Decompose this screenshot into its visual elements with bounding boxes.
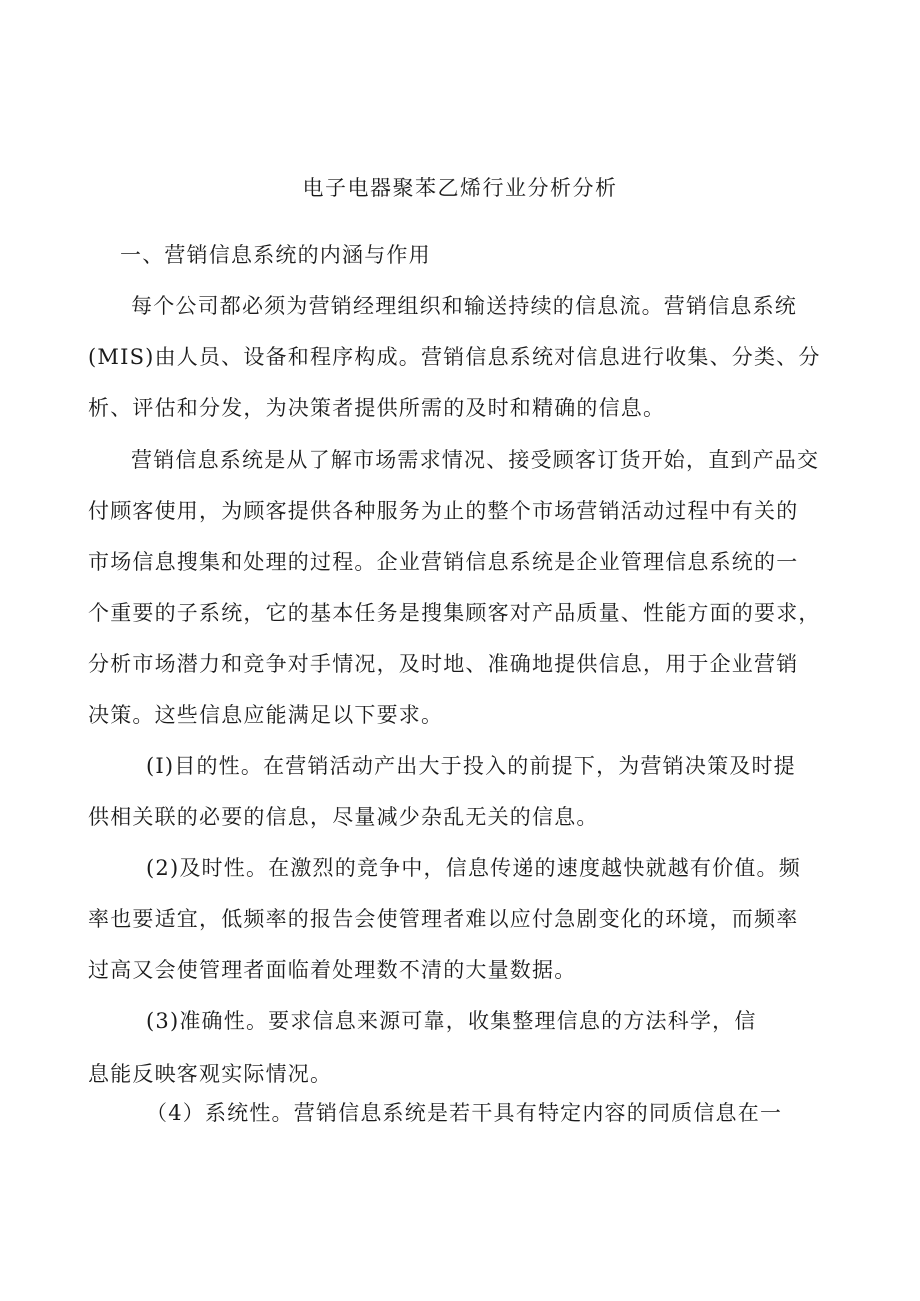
- paragraph-line: 营销信息系统是从了解市场需求情况、接受顾客订货开始，直到产品交: [131, 448, 820, 472]
- paragraph-line: (3)准确性。要求信息来源可靠，收集整理信息的方法科学，信: [146, 1009, 757, 1033]
- paragraph-line: 个重要的子系统，它的基本任务是搜集顾客对产品质量、性能方面的要求，: [88, 601, 821, 625]
- paragraph-line: （4）系统性。营销信息系统是若干具有特定内容的同质信息在一: [146, 1101, 783, 1125]
- paragraph-line: (I)目的性。在营销活动产出大于投入的前提下，为营销决策及时提: [146, 754, 796, 778]
- paragraph-line: 付顾客使用，为顾客提供各种服务为止的整个市场营销活动过程中有关的: [88, 499, 799, 523]
- section-heading: 一、营销信息系统的内涵与作用: [120, 243, 431, 267]
- document-title: 电子电器聚苯乙烯行业分析分析: [302, 176, 618, 200]
- paragraph-line: (2)及时性。在激烈的竞争中，信息传递的速度越快就越有价值。频: [146, 856, 801, 880]
- paragraph-line: 率也要适宜，低频率的报告会使管理者难以应付急剧变化的环境，而频率: [88, 907, 799, 931]
- paragraph-line: 市场信息搜集和处理的过程。企业营销信息系统是企业管理信息系统的一: [88, 550, 799, 574]
- paragraph-line: 每个公司都必须为营销经理组织和输送持续的信息流。营销信息系统: [131, 294, 797, 318]
- paragraph-line: 息能反映客观实际情况。: [88, 1062, 333, 1086]
- paragraph-line: 分析市场潜力和竞争对手情况，及时地、准确地提供信息，用于企业营销: [88, 652, 799, 676]
- paragraph-line: (MIS)由人员、设备和程序构成。营销信息系统对信息进行收集、分类、分: [88, 345, 821, 369]
- paragraph-line: 供相关联的必要的信息，尽量减少杂乱无关的信息。: [88, 805, 599, 829]
- paragraph-line: 决策。这些信息应能满足以下要求。: [88, 703, 444, 727]
- paragraph-line: 过高又会使管理者面临着处理数不清的大量数据。: [88, 958, 577, 982]
- paragraph-line: 析、评估和分发，为决策者提供所需的及时和精确的信息。: [88, 396, 666, 420]
